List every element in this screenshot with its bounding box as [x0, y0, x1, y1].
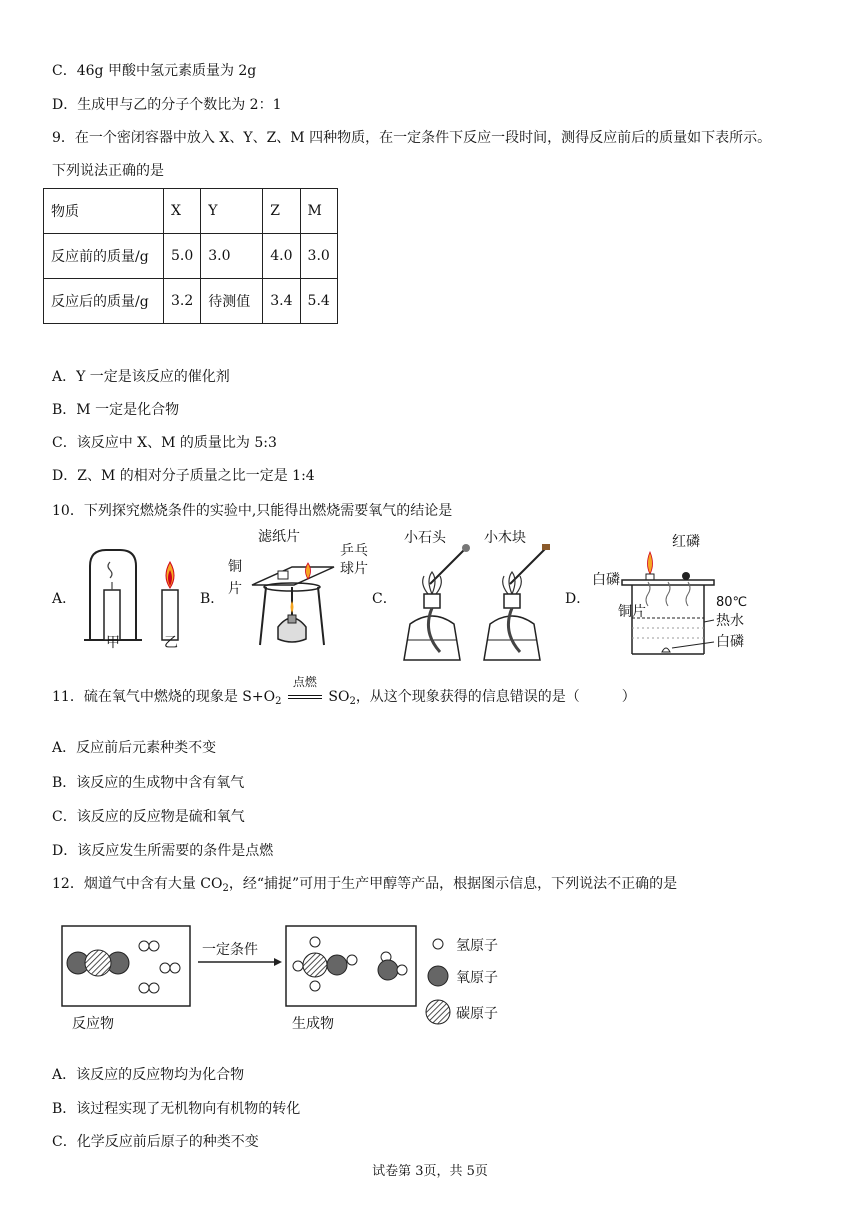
q11-option-d: D．该反应发生所需要的条件是点燃: [52, 843, 274, 859]
page-footer: 试卷第 3页，共 5页: [372, 1164, 488, 1179]
products-label: 生成物: [292, 1016, 334, 1032]
table-header-cell: Y: [201, 189, 263, 234]
table-header-cell: M: [300, 189, 337, 234]
q10-figure-a: [80, 540, 200, 650]
q12-molecule-diagram: [60, 920, 520, 1036]
q10-stem: 10．下列探究燃烧条件的实验中,只能得出燃烧需要氧气的结论是: [52, 503, 453, 519]
figure-label: 热水: [716, 613, 744, 629]
q10-label-c: C．: [372, 591, 397, 607]
q9-option-a: A．Y 一定是该反应的催化剂: [52, 369, 230, 385]
q9-stem: 9．在一个密闭容器中放入 X、Y、Z、M 四种物质，在一定条件下反应一段时间，测得反应前后的质量如下表所示。: [52, 130, 772, 146]
table-header-cell: X: [164, 189, 201, 234]
table-row: [44, 234, 338, 279]
table-cell: 5.4: [300, 279, 337, 324]
condition-label: 点燃: [292, 675, 317, 689]
legend-hydrogen: 氢原子: [456, 938, 498, 954]
figure-label: 甲: [106, 635, 120, 650]
q10-label-d: D．: [565, 591, 591, 607]
q11-stem-suffix: ，从这个现象获得的信息错误的是（ ）: [355, 689, 636, 705]
table-cell: 待测值: [201, 279, 263, 324]
table-cell: 3.0: [300, 234, 337, 279]
q11-option-b: B．该反应的生成物中含有氧气: [52, 775, 245, 791]
q10-label-a: A．: [52, 591, 77, 607]
q12-option-b: B．该过程实现了无机物向有机物的转化: [52, 1101, 301, 1117]
q12-stem-post: ，经“捕捉”可用于生产甲醇等产品，根据图示信息，下列说法不正确的是: [228, 876, 678, 892]
table-cell: 4.0: [263, 234, 300, 279]
figure-label: 乙: [164, 635, 178, 650]
reaction-condition: [288, 675, 322, 706]
figure-label: 红磷: [672, 534, 700, 550]
table-cell: 5.0: [164, 234, 201, 279]
figure-label: 白磷: [716, 634, 744, 650]
subscript: 2: [222, 883, 229, 894]
q11-product: SO: [328, 689, 350, 705]
legend-oxygen: 氧原子: [456, 970, 498, 986]
legend-carbon: 碳原子: [456, 1006, 498, 1022]
table-cell: 3.4: [263, 279, 300, 324]
q10-figure-c: [400, 528, 560, 668]
figure-label: 滤纸片: [258, 529, 300, 545]
oxygen-atom-icon: [428, 966, 448, 986]
figure-label: 80℃: [716, 595, 748, 610]
q12-option-c: C．化学反应前后原子的种类不变: [52, 1134, 259, 1150]
condition-label: 一定条件: [202, 942, 258, 958]
q9-option-c: C．该反应中 X、M 的质量比为 5:3: [52, 435, 277, 451]
q10-figure-d: [592, 528, 752, 663]
table-row: [44, 279, 338, 324]
figure-label: 小木块: [484, 530, 526, 546]
table-header-cell: 物质: [44, 189, 164, 234]
table-cell: 反应后的质量/g: [44, 279, 164, 324]
figure-label: 白磷: [592, 572, 620, 588]
q11-option-a: A．反应前后元素种类不变: [52, 740, 217, 756]
hydrogen-atom-icon: [433, 939, 443, 949]
q10-label-b: B．: [200, 591, 225, 607]
reactants-label: 反应物: [72, 1016, 114, 1032]
q9-stem-2: 下列说法正确的是: [52, 163, 164, 179]
q12-option-a: A．该反应的反应物均为化合物: [52, 1067, 245, 1083]
q8-option-c: C．46g 甲酸中氢元素质量为 2g: [52, 63, 257, 79]
figure-label: 铜片: [618, 604, 646, 620]
q9-option-d: D．Z、M 的相对分子质量之比一定是 1:4: [52, 468, 315, 484]
figure-label: 乒乓: [340, 543, 368, 559]
figure-label: 小石头: [404, 530, 446, 546]
table-cell: 3.0: [201, 234, 263, 279]
q9-option-b: B．M 一定是化合物: [52, 402, 180, 418]
figure-label: 铜: [228, 559, 242, 575]
q12-stem: [52, 875, 677, 893]
figure-label: 球片: [340, 561, 368, 577]
q11-stem: [52, 675, 636, 707]
subscript: 2: [349, 696, 356, 707]
subscript: 2: [275, 696, 282, 707]
table-cell: 3.2: [164, 279, 201, 324]
q8-option-d: D．生成甲与乙的分子个数比为 2：1: [52, 97, 282, 113]
table-row: [44, 189, 338, 234]
table-header-cell: Z: [263, 189, 300, 234]
q10-figure-b: [222, 527, 372, 662]
figure-label: 片: [228, 581, 242, 597]
q11-option-c: C．该反应的反应物是硫和氧气: [52, 809, 245, 825]
q11-stem-prefix: 11．硫在氧气中燃烧的现象是 S+O: [52, 689, 276, 705]
table-cell: 反应前的质量/g: [44, 234, 164, 279]
q9-mass-table: [43, 188, 338, 324]
q12-stem-pre: 12．烟道气中含有大量 CO: [52, 876, 223, 892]
carbon-atom-icon: [426, 1000, 450, 1024]
